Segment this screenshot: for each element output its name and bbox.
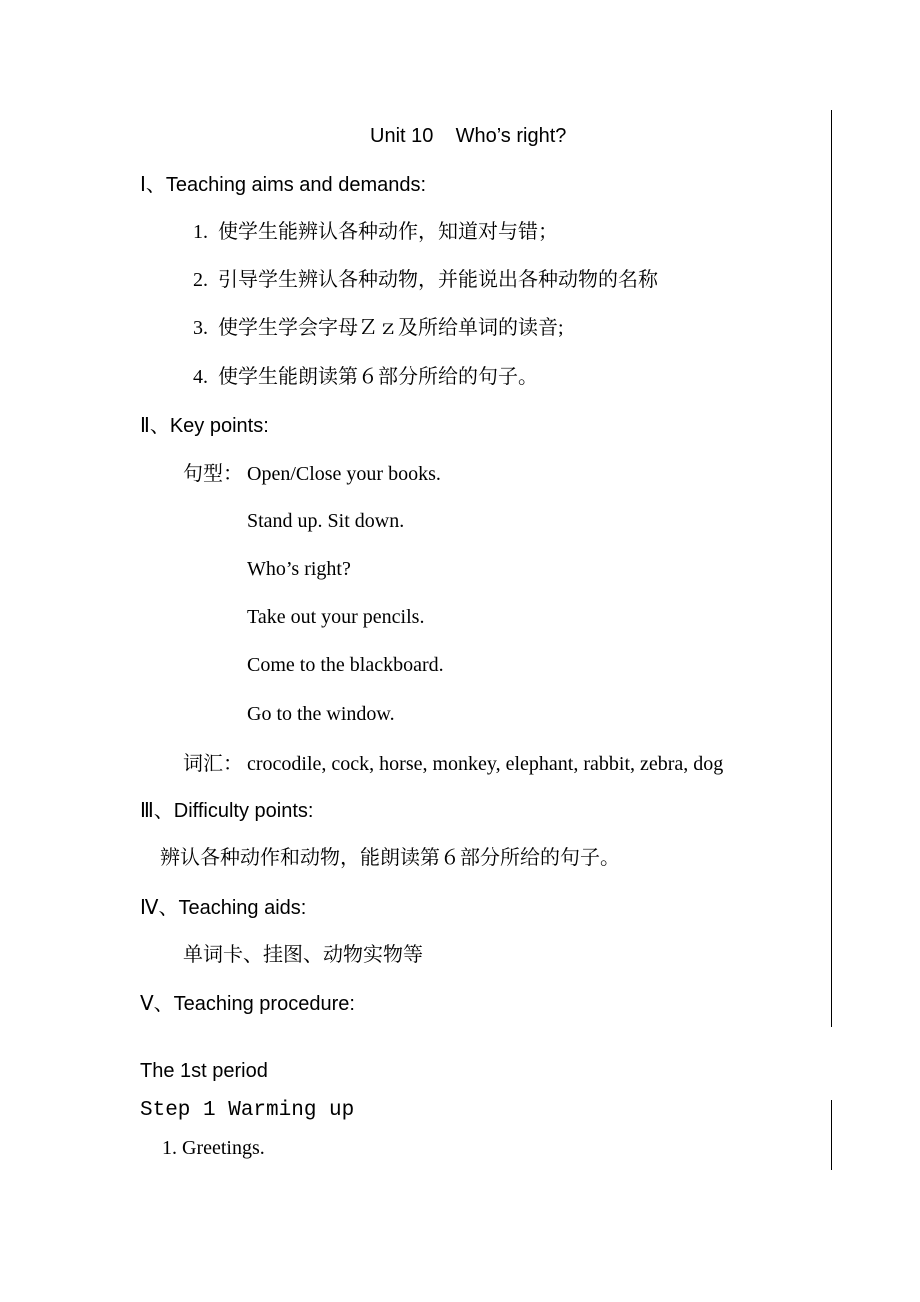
difficulty-heading: Ⅲ、Difficulty points: [140,800,314,822]
pattern-line: Go to the window. [247,703,395,725]
pattern-line: Take out your pencils. [247,606,425,628]
step-item: 1. Greetings. [162,1137,265,1159]
aims-item: 4. 使学生能朗读第６部分所给的句子。 [193,366,538,388]
period-heading: The 1st period [140,1060,268,1082]
pattern-line: Open/Close your books. [247,463,441,485]
vocab-list: crocodile, cock, horse, monkey, elephant, rabbit, zebra, dog [247,753,724,775]
margin-line-bottom [831,1100,832,1170]
procedure-heading: Ⅴ、Teaching procedure: [140,993,355,1015]
page-title: Unit 10 Who’s right? [370,125,567,147]
vocab-label: 词汇： [183,753,243,775]
patterns-label: 句型： [183,463,243,485]
step-heading: Step 1 Warming up [140,1099,355,1122]
aids-heading: Ⅳ、Teaching aids: [140,897,307,919]
pattern-line: Stand up. Sit down. [247,510,405,532]
aims-item: 3. 使学生学会字母Ｚｚ及所给单词的读音; [193,317,564,339]
difficulty-text: 辨认各种动作和动物，能朗读第６部分所给的句子。 [160,847,620,869]
aims-heading: Ⅰ、Teaching aims and demands: [140,174,427,196]
aids-text: 单词卡、挂图、动物实物等 [183,944,423,966]
margin-line-top [831,110,832,1027]
pattern-line: Who’s right? [247,558,351,580]
key-points-heading: Ⅱ、Key points: [140,415,269,437]
aims-item: 1. 使学生能辨认各种动作，知道对与错； [193,221,558,243]
pattern-line: Come to the blackboard. [247,654,444,676]
aims-item: 2. 引导学生辨认各种动物，并能说出各种动物的名称 [193,269,658,291]
